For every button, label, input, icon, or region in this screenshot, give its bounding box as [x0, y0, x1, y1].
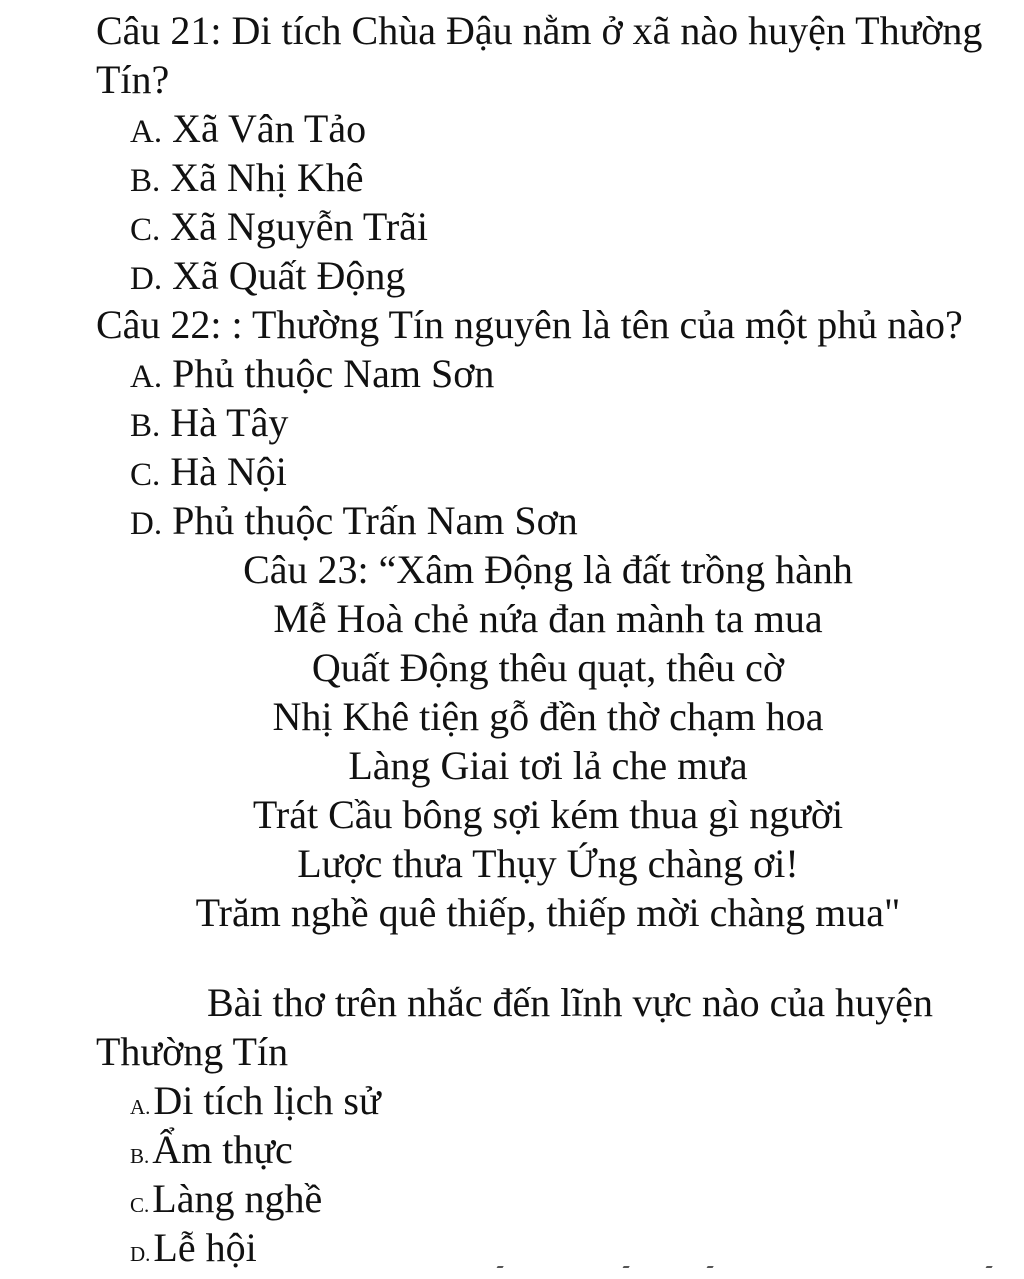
diacritic-mark: [494, 1266, 503, 1272]
poem-line-7: Lược thưa Thụy Ứng chàng ơi!: [297, 841, 799, 886]
option-text: Xã Quất Động: [172, 253, 406, 298]
question-23-prompt-cont: Thường Tín: [96, 1029, 289, 1074]
cut-off-next-line: [0, 1266, 1024, 1277]
option-text: Lễ hội: [153, 1225, 257, 1270]
q21-option-c: [130, 202, 428, 255]
option-letter: C.: [130, 1193, 150, 1217]
poem-line-8: Trăm nghề quê thiếp, thiếp mời chàng mua": [195, 890, 901, 935]
poem-line-6: Trát Cầu bông sợi kém thua gì người: [252, 792, 844, 837]
poem-line-3: Quất Động thêu quạt, thêu cờ: [311, 645, 785, 690]
diacritic-mark: [983, 1266, 992, 1272]
poem-line-4: Nhị Khê tiện gỗ đền thờ chạm hoa: [272, 694, 824, 739]
option-text: Di tích lịch sử: [153, 1078, 381, 1123]
q23-option-b: [130, 1125, 293, 1181]
diacritic-mark: [620, 1266, 629, 1272]
poem-line-5: Làng Giai tơi lả che mưa: [348, 743, 748, 788]
poem-line-1: Câu 23: “Xâm Động là đất trồng hành: [243, 547, 853, 592]
option-letter: B.: [130, 1144, 150, 1168]
q22-option-c: [130, 447, 287, 500]
option-letter: D.: [130, 261, 163, 297]
option-text: Hà Tây: [170, 400, 289, 445]
diacritic-mark: [704, 1266, 713, 1272]
q22-option-a: [130, 349, 494, 402]
option-letter: A.: [130, 1095, 151, 1119]
poem-line-2: Mễ Hoà chẻ nứa đan mành ta mua: [273, 596, 823, 641]
option-text: Xã Nguyễn Trãi: [170, 204, 429, 249]
question-21-title: Câu 21: Di tích Chùa Đậu nằm ở xã nào huyện Thường: [96, 8, 983, 53]
option-text: Ẩm thực: [152, 1127, 293, 1172]
option-text: Xã Nhị Khê: [170, 155, 364, 200]
option-text: Hà Nội: [170, 449, 287, 494]
q23-option-c: [130, 1174, 322, 1230]
option-letter: A.: [130, 114, 163, 150]
q21-option-a: [130, 104, 366, 157]
option-letter: D.: [130, 506, 163, 542]
option-text: Phủ thuộc Trấn Nam Sơn: [172, 498, 578, 543]
q21-option-d: [130, 251, 405, 304]
option-letter: D.: [130, 1242, 151, 1266]
q23-option-a: [130, 1076, 381, 1132]
option-text: Xã Vân Tảo: [172, 106, 367, 151]
question-21-title-cont: Tín?: [96, 57, 170, 102]
option-letter: B.: [130, 163, 161, 199]
option-text: Làng nghề: [152, 1176, 323, 1221]
question-23-prompt: Bài thơ trên nhắc đến lĩnh vực nào của huyện: [207, 980, 933, 1025]
option-letter: B.: [130, 408, 161, 444]
option-text: Phủ thuộc Nam Sơn: [172, 351, 495, 396]
question-22-title: Câu 22: : Thường Tín nguyên là tên của một phủ nào?: [96, 302, 963, 347]
option-letter: C.: [130, 212, 161, 248]
option-letter: A.: [130, 359, 163, 395]
q22-option-b: [130, 398, 288, 451]
q21-option-b: [130, 153, 364, 206]
option-letter: C.: [130, 457, 161, 493]
q22-option-d: [130, 496, 578, 549]
